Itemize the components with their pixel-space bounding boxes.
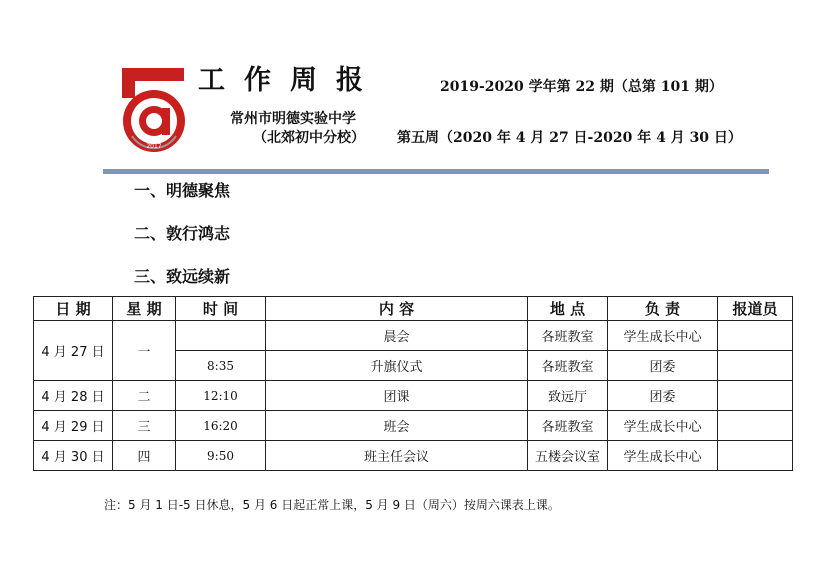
issue-number: 2019-2020 学年第 22 期（总第 101 期） — [440, 79, 723, 95]
header-divider — [103, 169, 769, 174]
logo-year: 2017 — [146, 143, 162, 150]
table-row — [34, 411, 793, 441]
section-heading-2: 二、敦行鸿志 — [134, 224, 231, 243]
cell-reporter — [718, 411, 793, 441]
school-logo-icon — [118, 66, 190, 156]
col-header-date: 日 期 — [34, 297, 113, 321]
col-header-time: 时 间 — [176, 297, 266, 321]
cell-reporter — [718, 381, 793, 411]
cell-time: 16:20 — [176, 411, 266, 441]
cell-date: 4 月 28 日 — [34, 381, 113, 411]
campus-name: （北郊初中分校） — [253, 130, 365, 146]
table-row — [34, 441, 793, 471]
cell-time — [176, 321, 266, 351]
col-header-reporter: 报道员 — [718, 297, 793, 321]
section-heading-3: 三、致远续新 — [134, 267, 231, 286]
footnote: 注：5 月 1 日-5 日休息，5 月 6 日起正常上课，5 月 9 日（周六）按周六课表上课。 — [104, 498, 560, 512]
cell-content: 升旗仪式 — [266, 351, 528, 381]
cell-time: 8:35 — [176, 351, 266, 381]
cell-time: 12:10 — [176, 381, 266, 411]
cell-weekday: 二 — [113, 381, 176, 411]
cell-owner: 团委 — [608, 381, 718, 411]
cell-owner: 团委 — [608, 351, 718, 381]
schedule-table — [33, 296, 793, 471]
cell-date: 4 月 27 日 — [34, 321, 113, 381]
cell-content: 晨会 — [266, 321, 528, 351]
cell-place: 各班教室 — [528, 351, 608, 381]
table-header-row — [34, 297, 793, 321]
col-header-place: 地 点 — [528, 297, 608, 321]
page-title: 工作周报 — [198, 65, 382, 96]
cell-reporter — [718, 351, 793, 381]
week-range: 第五周（2020 年 4 月 27 日-2020 年 4 月 30 日） — [397, 130, 742, 146]
cell-content: 班会 — [266, 411, 528, 441]
cell-owner: 学生成长中心 — [608, 321, 718, 351]
cell-reporter — [718, 321, 793, 351]
cell-owner: 学生成长中心 — [608, 411, 718, 441]
school-name: 常州市明德实验中学 — [230, 111, 356, 127]
cell-place: 五楼会议室 — [528, 441, 608, 471]
cell-place: 致远厅 — [528, 381, 608, 411]
col-header-content: 内 容 — [266, 297, 528, 321]
cell-place: 各班教室 — [528, 321, 608, 351]
cell-weekday: 三 — [113, 411, 176, 441]
cell-owner: 学生成长中心 — [608, 441, 718, 471]
col-header-owner: 负 责 — [608, 297, 718, 321]
section-heading-1: 一、明德聚焦 — [134, 181, 231, 200]
cell-weekday: 一 — [113, 321, 176, 381]
table-row — [34, 321, 793, 351]
cell-place: 各班教室 — [528, 411, 608, 441]
cell-date: 4 月 30 日 — [34, 441, 113, 471]
table-row — [34, 381, 793, 411]
col-header-weekday: 星 期 — [113, 297, 176, 321]
cell-date: 4 月 29 日 — [34, 411, 113, 441]
cell-weekday: 四 — [113, 441, 176, 471]
cell-content: 团课 — [266, 381, 528, 411]
cell-content: 班主任会议 — [266, 441, 528, 471]
cell-reporter — [718, 441, 793, 471]
cell-time: 9:50 — [176, 441, 266, 471]
